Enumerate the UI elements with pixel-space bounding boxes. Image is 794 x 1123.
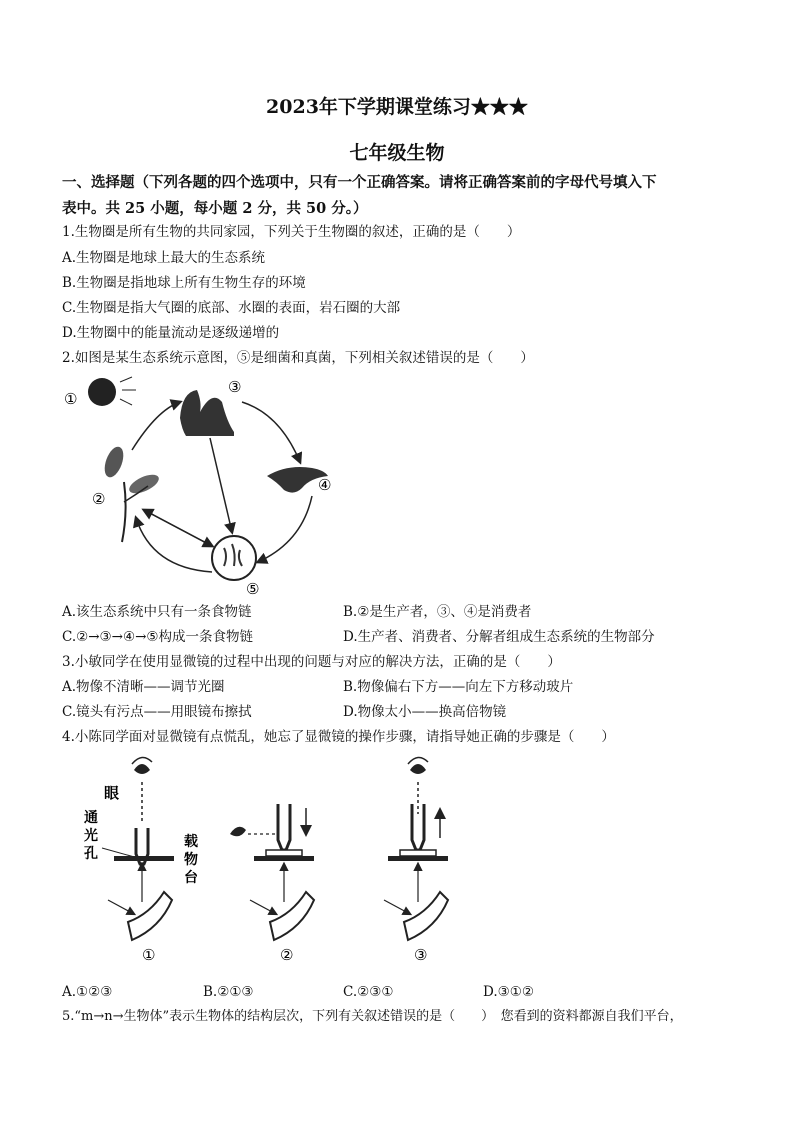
panel-2 <box>230 804 314 964</box>
q3-stem: 3.小敏同学在使用显微镜的过程中出现的问题与对应的解决方法，正确的是（ ） <box>62 654 561 670</box>
q1-option-c: C.生物圈是指大气圈的底部、水圈的表面，岩石圈的大部 <box>62 300 401 316</box>
page-subtitle: 七年级生物 <box>349 142 445 164</box>
q5-stem: 5.“m→n→生物体”表示生物体的结构层次，下列有关叙述错误的是（ ） 您看到的资料都源自我们平台， <box>62 1009 683 1024</box>
sun-icon <box>88 377 136 406</box>
section-heading-line2: 表中。共 25 小题，每小题 2 分，共 50 分。） <box>62 200 368 217</box>
panel-1 <box>84 757 174 964</box>
microscope-diagram <box>80 752 490 970</box>
hole-label-2: 光 <box>84 828 98 844</box>
q4-option-d: D.③①② <box>483 984 534 1000</box>
q2-option-c: C.②→③→④→⑤构成一条食物链 <box>62 629 253 645</box>
ecosystem-diagram <box>62 372 362 600</box>
q1-option-a: A.生物圈是地球上最大的生态系统 <box>62 250 266 266</box>
q1-stem: 1.生物圈是所有生物的共同家园，下列关于生物圈的叙述，正确的是（ ） <box>62 224 521 240</box>
q2-option-a: A.该生态系统中只有一条食物链 <box>62 604 252 620</box>
q1-option-b: B.生物圈是指地球上所有生物生存的环境 <box>62 275 306 291</box>
label-2: ② <box>92 490 106 508</box>
panel-3-label: ③ <box>414 946 428 964</box>
eye-label: 眼 <box>104 784 120 802</box>
q2-option-b: B.②是生产者，③、④是消费者 <box>343 604 532 620</box>
section-heading-line1: 一、选择题（下列各题的四个选项中，只有一个正确答案。请将正确答案前的字母代号填入下 <box>62 174 657 191</box>
stage-label-3: 台 <box>184 870 198 886</box>
q3-option-b: B.物像偏右下方——向左下方移动玻片 <box>343 679 574 695</box>
page-title: 2023年下学期课堂练习★★★ <box>266 96 528 118</box>
label-5: ⑤ <box>246 580 260 598</box>
stage-label-2: 物 <box>184 852 198 868</box>
stage-label-1: 载 <box>184 834 198 850</box>
q4-option-b: B.②①③ <box>203 984 254 1000</box>
q1-option-d: D.生物圈中的能量流动是逐级递增的 <box>62 325 280 341</box>
consumer-animal-icon <box>180 390 234 436</box>
label-4: ④ <box>318 476 332 494</box>
q4-stem: 4.小陈同学面对显微镜有点慌乱，她忘了显微镜的操作步骤，请指导她正确的步骤是（ ） <box>62 729 615 745</box>
hole-label-3: 孔 <box>84 846 98 862</box>
q3-option-a: A.物像不清晰——调节光圈 <box>62 679 225 695</box>
q2-option-d: D.生产者、消费者、分解者组成生态系统的生物部分 <box>343 629 655 645</box>
label-1: ① <box>64 390 78 408</box>
decomposer-icon <box>212 536 256 580</box>
q2-stem: 2.如图是某生态系统示意图，⑤是细菌和真菌，下列相关叙述错误的是（ ） <box>62 350 534 366</box>
q4-option-a: A.①②③ <box>62 984 113 1000</box>
hole-label-1: 通 <box>84 810 98 826</box>
eye-icon <box>132 757 152 774</box>
q4-option-c: C.②③① <box>343 984 394 1000</box>
panel-1-label: ① <box>142 946 156 964</box>
q3-option-c: C.镜头有污点——用眼镜布擦拭 <box>62 704 252 720</box>
panel-2-label: ② <box>280 946 294 964</box>
panel-3 <box>384 757 448 964</box>
eye-icon-top <box>408 757 428 774</box>
section-heading <box>62 170 742 222</box>
label-3: ③ <box>228 378 242 396</box>
q3-option-d: D.物像太小——换高倍物镜 <box>343 704 507 720</box>
eye-icon-side <box>230 827 246 836</box>
plant-icon <box>101 444 161 542</box>
